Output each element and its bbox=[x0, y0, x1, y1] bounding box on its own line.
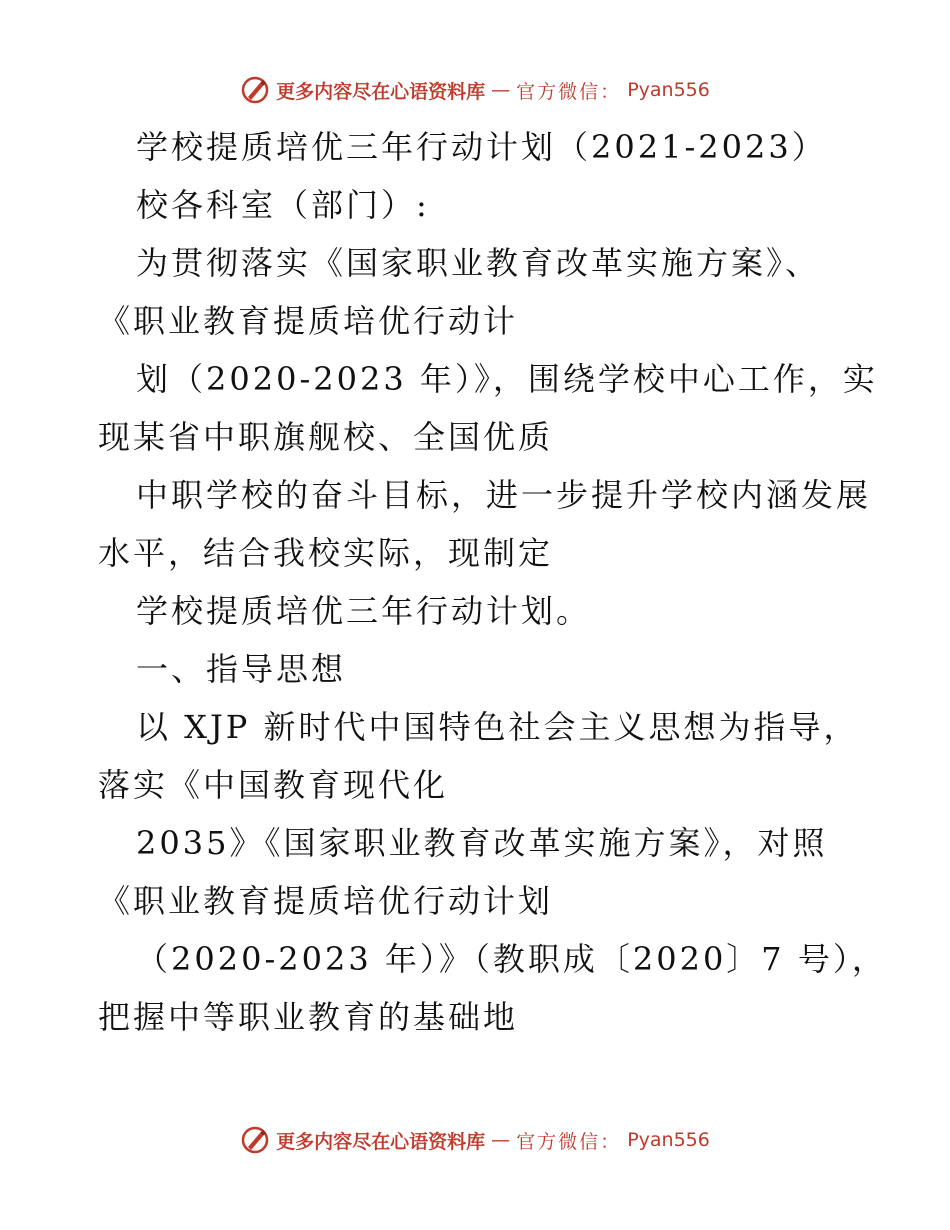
paragraph-line: 把握中等职业教育的基础地 bbox=[98, 998, 519, 1036]
watermark-separator: — bbox=[491, 79, 511, 101]
paragraph-line: 现某省中职旗舰校、全国优质 bbox=[98, 418, 554, 456]
paragraph-line: 以 XJP 新时代中国特色社会主义思想为指导， bbox=[136, 708, 859, 746]
watermark-wechat-label: 官方微信： bbox=[516, 1130, 622, 1153]
document-title: 学校提质培优三年行动计划（2021-2023） bbox=[136, 128, 827, 166]
paragraph-line: 落实《中国教育现代化 bbox=[98, 766, 449, 804]
watermark-separator: — bbox=[491, 1129, 511, 1151]
paragraph-line: 《职业教育提质培优行动计 bbox=[98, 302, 519, 340]
paragraph-line: 划（2020-2023 年）》，围绕学校中心工作，实 bbox=[136, 360, 878, 398]
paragraph-line: 学校提质培优三年行动计划。 bbox=[136, 592, 592, 630]
watermark-wechat-id: Pyan556 bbox=[627, 1129, 710, 1151]
paragraph-line: 2035》《国家职业教育改革实施方案》，对照 bbox=[136, 824, 828, 862]
header-watermark bbox=[0, 70, 950, 110]
document-body bbox=[98, 118, 898, 1046]
pen-logo-icon bbox=[240, 75, 270, 105]
watermark-main-text: 更多内容尽在心语资料库 bbox=[276, 80, 486, 103]
watermark-main-text: 更多内容尽在心语资料库 bbox=[276, 1130, 486, 1153]
paragraph-line: 为贯彻落实《国家职业教育改革实施方案》、 bbox=[136, 244, 821, 282]
paragraph-line: 《职业教育提质培优行动计划 bbox=[98, 882, 554, 920]
paragraph-line: 中职学校的奋斗目标，进一步提升学校内涵发展 bbox=[136, 476, 872, 514]
watermark-wechat-id: Pyan556 bbox=[627, 79, 710, 101]
section-heading: 一、指导思想 bbox=[136, 650, 347, 688]
paragraph-line: 水平，结合我校实际，现制定 bbox=[98, 534, 554, 572]
document-addressee: 校各科室（部门）: bbox=[136, 186, 430, 224]
pen-logo-icon bbox=[240, 1125, 270, 1155]
paragraph-line: （2020-2023 年）》（教职成〔2020〕7 号）， bbox=[136, 940, 887, 978]
footer-watermark bbox=[0, 1120, 950, 1160]
watermark-wechat-label: 官方微信： bbox=[516, 80, 622, 103]
